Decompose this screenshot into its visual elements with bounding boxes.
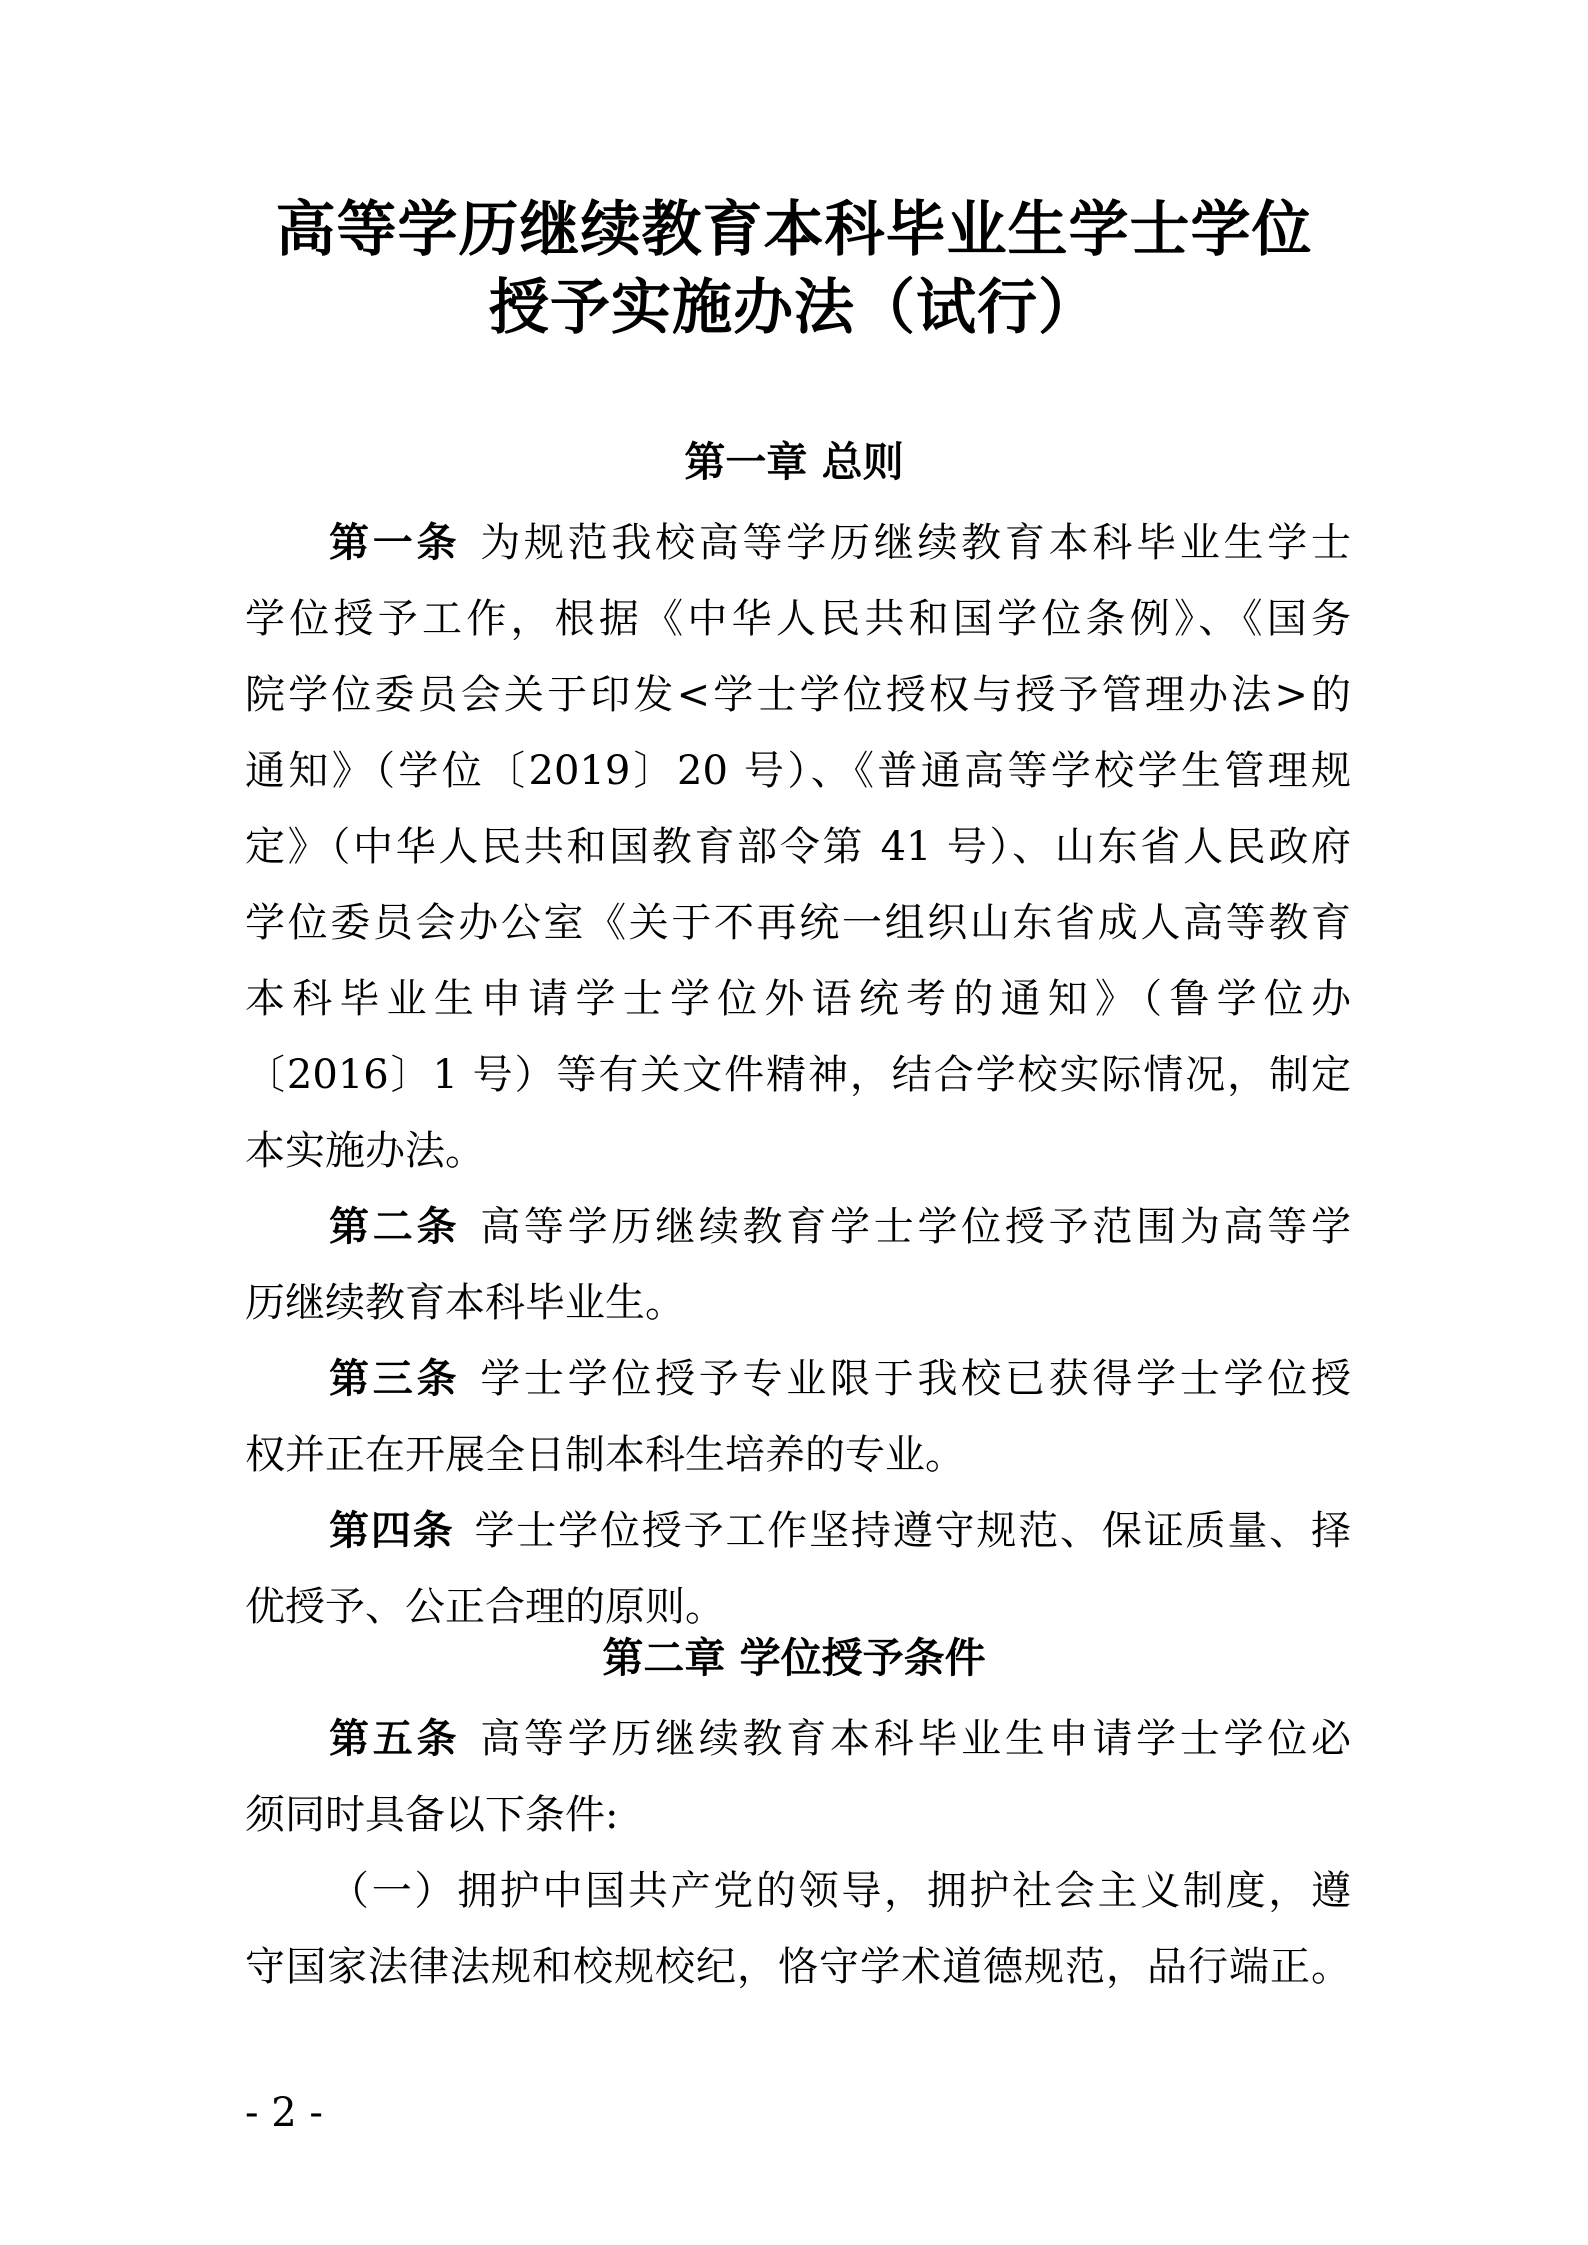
article-1-paragraph-line	[329, 513, 1351, 573]
article-1-label: 第一条	[329, 520, 461, 566]
article-1-line: 定》（中华人民共和国教育部令第 41 号）、山东省人民政府	[245, 824, 1351, 870]
article-4-paragraph-line	[329, 1501, 1351, 1561]
article-2-label: 第二条	[329, 1204, 461, 1250]
article-4-text: 学士学位授予工作坚持遵守规范、保证质量、择	[474, 1508, 1352, 1554]
item-1-line: 守国家法律法规和校规校纪，恪守学术道德规范，品行端正。	[245, 1944, 1351, 1990]
article-5-label: 第五条	[329, 1716, 461, 1762]
article-5-paragraph-line	[329, 1709, 1351, 1769]
document-title-line-1: 高等学历继续教育本科毕业生学士学位	[275, 195, 1313, 265]
article-5-text: 高等学历继续教育本科毕业生申请学士学位必	[480, 1716, 1352, 1762]
article-1-line: 院学位委员会关于印发<学士学位授权与授予管理办法>的	[245, 672, 1351, 718]
article-1-line: 本科毕业生申请学士学位外语统考的通知》（鲁学位办	[245, 976, 1351, 1022]
article-1-text: 为规范我校高等学历继续教育本科毕业生学士	[480, 520, 1352, 566]
page-number: - 2 -	[245, 2090, 323, 2136]
article-1-line: 〔2016〕1 号）等有关文件精神，结合学校实际情况，制定	[245, 1052, 1351, 1098]
article-4-line: 优授予、公正合理的原则。	[245, 1584, 725, 1630]
article-5-line: 须同时具备以下条件:	[245, 1792, 619, 1838]
item-1-line: （一）拥护中国共产党的领导，拥护社会主义制度，遵	[329, 1868, 1351, 1914]
article-2-paragraph-line	[329, 1197, 1351, 1257]
article-3-label: 第三条	[329, 1356, 461, 1402]
article-2-line: 历继续教育本科毕业生。	[245, 1280, 685, 1326]
article-1-line: 学位授予工作，根据《中华人民共和国学位条例》、《国务	[245, 596, 1351, 642]
chapter-2-heading: 第二章 学位授予条件	[602, 1634, 986, 1682]
document-title-line-2: 授予实施办法（试行）	[489, 273, 1099, 343]
article-3-paragraph-line	[329, 1349, 1351, 1409]
article-4-label: 第四条	[329, 1508, 455, 1554]
article-3-text: 学士学位授予专业限于我校已获得学士学位授	[480, 1356, 1352, 1402]
article-3-line: 权并正在开展全日制本科生培养的专业。	[245, 1432, 965, 1478]
article-2-text: 高等学历继续教育学士学位授予范围为高等学	[480, 1204, 1352, 1250]
article-1-line: 通知》（学位〔2019〕20 号）、《普通高等学校学生管理规	[245, 748, 1351, 794]
article-1-line: 本实施办法。	[245, 1128, 485, 1174]
chapter-1-heading: 第一章 总则	[684, 438, 904, 486]
article-1-line: 学位委员会办公室《关于不再统一组织山东省成人高等教育	[245, 900, 1351, 946]
